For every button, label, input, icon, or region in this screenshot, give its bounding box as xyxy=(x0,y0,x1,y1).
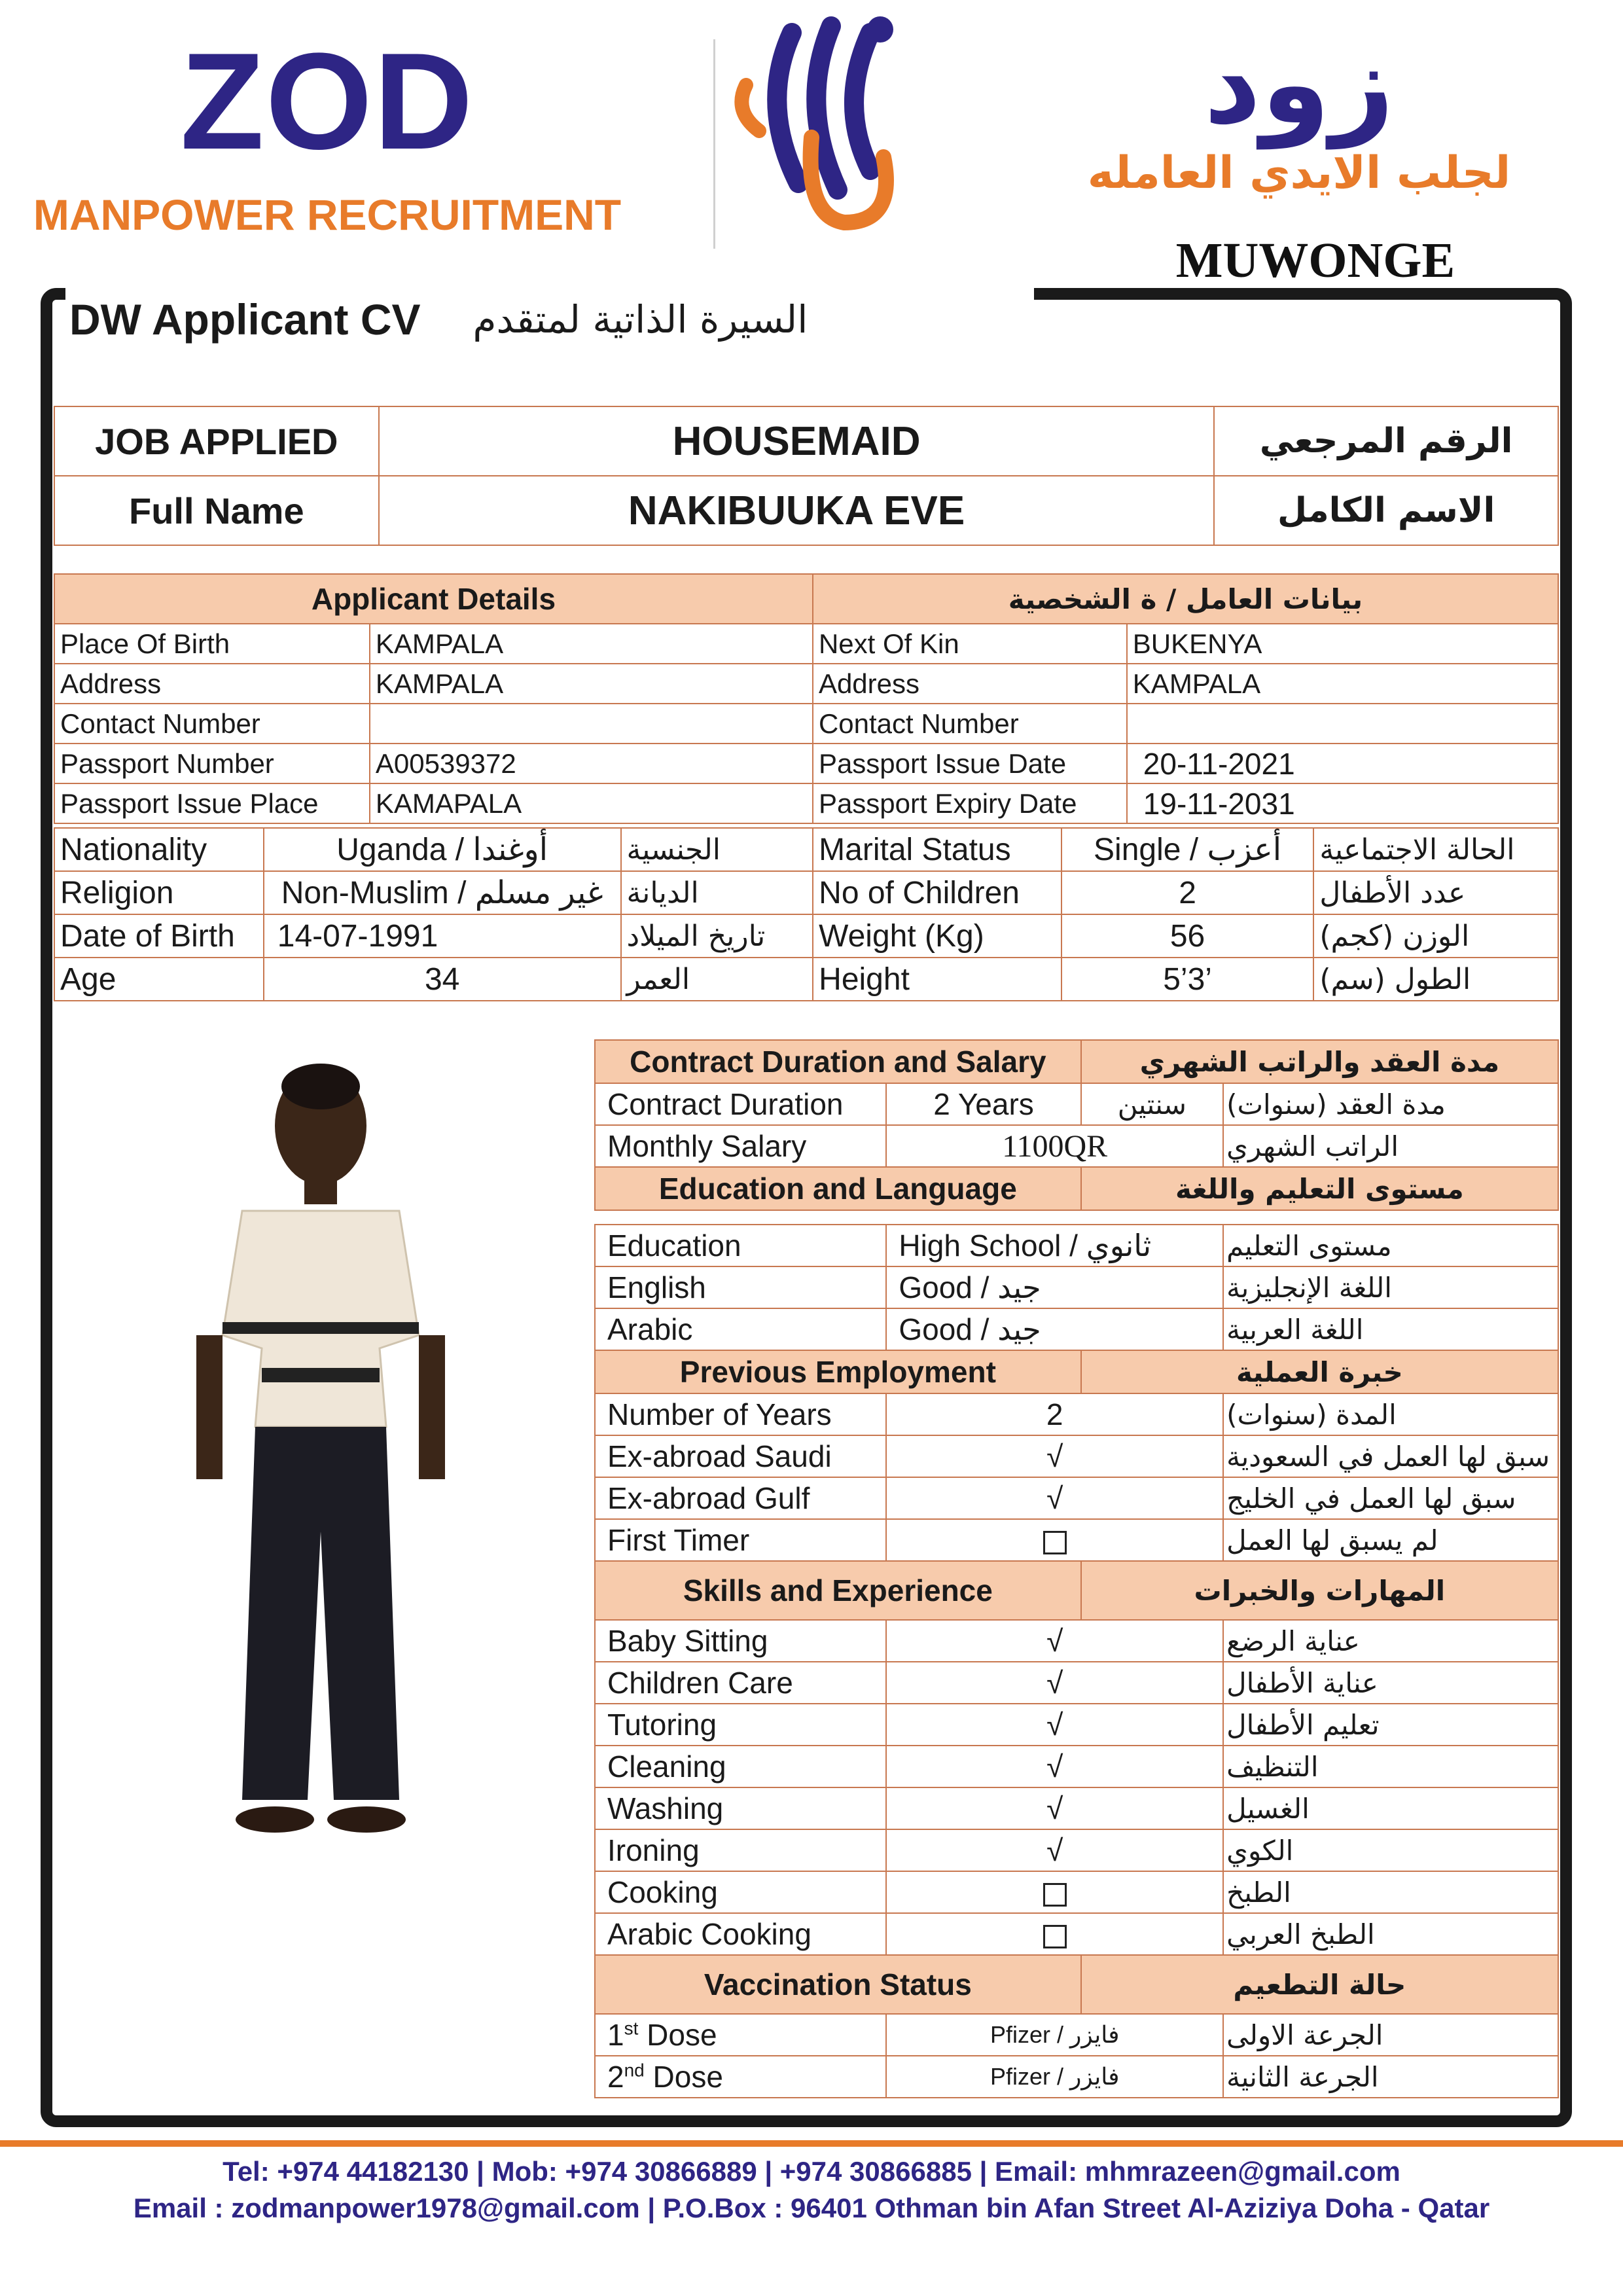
detail-label: Height xyxy=(813,958,1061,1001)
footer-divider xyxy=(0,2140,1623,2147)
applicant-details-table xyxy=(54,573,1559,824)
skill-label: Cooking xyxy=(595,1871,886,1913)
footer xyxy=(0,2153,1623,2227)
brand-subtitle: MANPOWER RECRUITMENT xyxy=(33,190,622,239)
detail-label: Date of Birth xyxy=(54,914,264,958)
unchecked-box-icon xyxy=(1043,1531,1067,1554)
employment-label: First Timer xyxy=(595,1519,886,1561)
dose-ordinal: nd xyxy=(624,2060,645,2081)
dose-1-value: Pfizer / فايزر xyxy=(886,2014,1223,2056)
detail-label-arabic: الوزن (كجم) xyxy=(1313,914,1558,958)
table-row xyxy=(595,1225,1558,1266)
table-row xyxy=(595,1746,1558,1787)
table-row xyxy=(595,1477,1558,1519)
skill-label: Cleaning xyxy=(595,1746,886,1787)
skill-label-arabic: الطبخ العربي xyxy=(1223,1913,1558,1955)
arabic-label-arabic: اللغة العربية xyxy=(1223,1308,1558,1350)
table-row xyxy=(595,1787,1558,1829)
cv-details-table xyxy=(594,1039,1559,2098)
skill-value: √ xyxy=(886,1746,1223,1787)
table-row xyxy=(54,958,1558,1001)
detail-value: KAMPALA xyxy=(370,624,813,664)
skill-value: √ xyxy=(886,1787,1223,1829)
english-value: Good / جيد xyxy=(886,1266,1223,1308)
employment-value: 2 xyxy=(886,1393,1223,1435)
skill-label-arabic: التنظيف xyxy=(1223,1746,1558,1787)
table-row xyxy=(595,1266,1558,1308)
skill-value: √ xyxy=(886,1620,1223,1662)
brand-subtitle-arabic: لجلب الايدي العامله xyxy=(1087,147,1511,199)
skill-label: Arabic Cooking xyxy=(595,1913,886,1955)
table-row xyxy=(595,2056,1558,2098)
vaccination-header: Vaccination Status xyxy=(595,1955,1081,2014)
table-row xyxy=(595,1662,1558,1704)
table-row xyxy=(595,1083,1558,1125)
monthly-salary-label: Monthly Salary xyxy=(595,1125,886,1167)
employment-label-arabic: المدة (سنوات) xyxy=(1223,1393,1558,1435)
table-row xyxy=(595,1435,1558,1477)
job-table xyxy=(54,406,1559,546)
dose-ordinal: st xyxy=(624,2018,639,2039)
logo-divider xyxy=(713,39,715,249)
footer-contact-line: Tel: +974 44182130 | Mob: +974 30866889 | +974 30866885 | Email: mhmrazeen@gmail.com xyxy=(223,2156,1400,2187)
skill-label: Tutoring xyxy=(595,1704,886,1746)
table-row xyxy=(54,871,1558,914)
skill-label-arabic: عناية الأطفال xyxy=(1223,1662,1558,1704)
skill-label-arabic: تعليم الأطفال xyxy=(1223,1704,1558,1746)
brand-name: ZOD xyxy=(180,24,474,178)
detail-label: Religion xyxy=(54,871,264,914)
employment-label: Number of Years xyxy=(595,1393,886,1435)
table-row xyxy=(54,828,1558,871)
applicant-photo xyxy=(170,1060,471,1859)
english-label: English xyxy=(595,1266,886,1308)
detail-value: BUKENYA xyxy=(1127,624,1558,664)
english-label-arabic: اللغة الإنجليزية xyxy=(1223,1266,1558,1308)
skill-label: Baby Sitting xyxy=(595,1620,886,1662)
skill-label-arabic: عناية الرضع xyxy=(1223,1620,1558,1662)
detail-label: Place Of Birth xyxy=(54,624,370,664)
skill-label-arabic: الغسيل xyxy=(1223,1787,1558,1829)
table-row xyxy=(595,1704,1558,1746)
contract-duration-value-arabic: سنتين xyxy=(1081,1083,1223,1125)
applicant-details-header: Applicant Details xyxy=(54,574,813,624)
skills-header: Skills and Experience xyxy=(595,1561,1081,1620)
detail-label: Passport Expiry Date xyxy=(813,783,1127,823)
employment-header-arabic: خبرة العملية xyxy=(1081,1350,1558,1393)
detail-value: KAMAPALA xyxy=(370,783,813,823)
table-row xyxy=(54,406,1558,476)
detail-value: 14-07-1991 xyxy=(264,914,621,958)
detail-value: Single / أعزب xyxy=(1061,828,1314,871)
detail-label: Address xyxy=(54,664,370,704)
table-row xyxy=(595,1829,1558,1871)
detail-label: Next Of Kin xyxy=(813,624,1127,664)
skill-label: Washing xyxy=(595,1787,886,1829)
contract-duration-label: Contract Duration xyxy=(595,1083,886,1125)
brand-english xyxy=(0,24,654,240)
skill-label-arabic: الطبخ xyxy=(1223,1871,1558,1913)
detail-value: 56 xyxy=(1061,914,1314,958)
detail-label-arabic: الديانة xyxy=(621,871,813,914)
education-label: Education xyxy=(595,1225,886,1266)
table-row xyxy=(54,744,1558,783)
applicant-details-header-arabic: بيانات العامل / ة الشخصية xyxy=(813,574,1558,624)
detail-label: Nationality xyxy=(54,828,264,871)
cv-title-arabic: السيرة الذاتية لمتقدم xyxy=(473,297,808,342)
employment-label-arabic: سبق لها العمل في الخليج xyxy=(1223,1477,1558,1519)
education-value: High School / ثانوي xyxy=(886,1225,1223,1266)
cv-title-english: DW Applicant CV xyxy=(69,295,421,344)
detail-label-arabic: الطول (سم) xyxy=(1313,958,1558,1001)
detail-label: Passport Issue Place xyxy=(54,783,370,823)
dose-1-label-arabic: الجرعة الاولى xyxy=(1223,2014,1558,2056)
reference-number-label-arabic: الرقم المرجعي xyxy=(1214,406,1558,476)
footer-address-line: Email : zodmanpower1978@gmail.com | P.O.Box : 96401 Othman bin Afan Street Al-Aziziya Doha - Qatar xyxy=(133,2193,1490,2223)
detail-label: Contact Number xyxy=(54,704,370,744)
skill-label: Children Care xyxy=(595,1662,886,1704)
table-row xyxy=(54,704,1558,744)
detail-label-arabic: الجنسية xyxy=(621,828,813,871)
vaccination-header-arabic: حالة التطعيم xyxy=(1081,1955,1558,2014)
detail-label: No of Children xyxy=(813,871,1061,914)
spacer xyxy=(595,1210,1558,1225)
full-name-label-arabic: الاسم الكامل xyxy=(1214,476,1558,545)
detail-value: Uganda / أوغندا xyxy=(264,828,621,871)
employment-value: √ xyxy=(886,1435,1223,1477)
dose-number: 2 xyxy=(607,2060,624,2094)
employment-value: √ xyxy=(886,1477,1223,1519)
detail-value: 19-11-2031 xyxy=(1127,783,1558,823)
employment-label: Ex-abroad Saudi xyxy=(595,1435,886,1477)
detail-value xyxy=(370,704,813,744)
table-row xyxy=(595,2014,1558,2056)
arabic-cooking-checkbox[interactable] xyxy=(886,1913,1223,1955)
detail-label: Passport Number xyxy=(54,744,370,783)
employment-label-arabic: لم يسبق لها العمل xyxy=(1223,1519,1558,1561)
detail-value: KAMPALA xyxy=(1127,664,1558,704)
employment-label-arabic: سبق لها العمل في السعودية xyxy=(1223,1435,1558,1477)
table-row xyxy=(54,914,1558,958)
skill-label-arabic: الكوي xyxy=(1223,1829,1558,1871)
detail-label: Weight (Kg) xyxy=(813,914,1061,958)
detail-value: 5’3’ xyxy=(1061,958,1314,1001)
education-label-arabic: مستوى التعليم xyxy=(1223,1225,1558,1266)
full-name-label: Full Name xyxy=(54,476,379,545)
detail-label-arabic: العمر xyxy=(621,958,813,1001)
full-name-value: NAKIBUUKA EVE xyxy=(379,476,1215,545)
employment-label: Ex-abroad Gulf xyxy=(595,1477,886,1519)
brand-name-arabic: زود xyxy=(1204,20,1395,149)
table-row xyxy=(595,1913,1558,1955)
detail-value: Non-Muslim / غير مسلم xyxy=(264,871,621,914)
education-header-arabic: مستوى التعليم واللغة xyxy=(1081,1167,1558,1210)
monthly-salary-label-arabic: الراتب الشهري xyxy=(1223,1125,1558,1167)
table-row xyxy=(595,1125,1558,1167)
dose-2-label-arabic: الجرعة الثانية xyxy=(1223,2056,1558,2098)
dose-number: 1 xyxy=(607,2018,624,2052)
skill-label: Ironing xyxy=(595,1829,886,1871)
table-row xyxy=(595,1393,1558,1435)
table-row xyxy=(54,624,1558,664)
unchecked-box-icon xyxy=(1043,1925,1067,1948)
dose-word: Dose xyxy=(638,2018,717,2052)
detail-value xyxy=(1127,704,1558,744)
detail-label-arabic: الحالة الاجتماعية xyxy=(1313,828,1558,871)
dose-2-label xyxy=(595,2056,886,2098)
contract-duration-value: 2 Years xyxy=(886,1083,1080,1125)
agent-name: MUWONGE xyxy=(1175,233,1455,288)
cv-title xyxy=(65,287,1034,352)
unchecked-box-icon xyxy=(1043,1883,1067,1907)
table-row xyxy=(595,1871,1558,1913)
employment-header: Previous Employment xyxy=(595,1350,1081,1393)
detail-label-arabic: عدد الأطفال xyxy=(1313,871,1558,914)
detail-label-arabic: تاريخ الميلاد xyxy=(621,914,813,958)
arabic-value: Good / جيد xyxy=(886,1308,1223,1350)
skill-value: √ xyxy=(886,1829,1223,1871)
skill-value: √ xyxy=(886,1704,1223,1746)
dose-2-value: Pfizer / فايزر xyxy=(886,2056,1223,2098)
detail-value: 2 xyxy=(1061,871,1314,914)
detail-label: Contact Number xyxy=(813,704,1127,744)
detail-value: KAMPALA xyxy=(370,664,813,704)
detail-label: Marital Status xyxy=(813,828,1061,871)
contract-duration-label-arabic: مدة العقد (سنوات) xyxy=(1223,1083,1558,1125)
personal-details-table xyxy=(54,827,1559,1001)
dose-word: Dose xyxy=(644,2060,723,2094)
first-timer-checkbox[interactable] xyxy=(886,1519,1223,1561)
arabic-label: Arabic xyxy=(595,1308,886,1350)
table-row xyxy=(595,1519,1558,1561)
table-row xyxy=(54,783,1558,823)
table-row xyxy=(54,476,1558,545)
detail-value: A00539372 xyxy=(370,744,813,783)
brand-arabic xyxy=(1021,20,1577,199)
monthly-salary-value: 1100QR xyxy=(886,1125,1223,1167)
table-row xyxy=(54,664,1558,704)
job-applied-value: HOUSEMAID xyxy=(379,406,1215,476)
contract-header: Contract Duration and Salary xyxy=(595,1040,1081,1083)
cooking-checkbox[interactable] xyxy=(886,1871,1223,1913)
skill-value: √ xyxy=(886,1662,1223,1704)
detail-label: Age xyxy=(54,958,264,1001)
detail-label: Address xyxy=(813,664,1127,704)
table-row xyxy=(595,1308,1558,1350)
detail-value: 20-11-2021 xyxy=(1127,744,1558,783)
skills-header-arabic: المهارات والخبرات xyxy=(1081,1561,1558,1620)
company-logo-icon xyxy=(720,7,929,249)
table-row xyxy=(595,1620,1558,1662)
detail-value: 34 xyxy=(264,958,621,1001)
education-header: Education and Language xyxy=(595,1167,1081,1210)
job-applied-label: JOB APPLIED xyxy=(54,406,379,476)
detail-label: Passport Issue Date xyxy=(813,744,1127,783)
contract-header-arabic: مدة العقد والراتب الشهري xyxy=(1081,1040,1558,1083)
dose-1-label xyxy=(595,2014,886,2056)
